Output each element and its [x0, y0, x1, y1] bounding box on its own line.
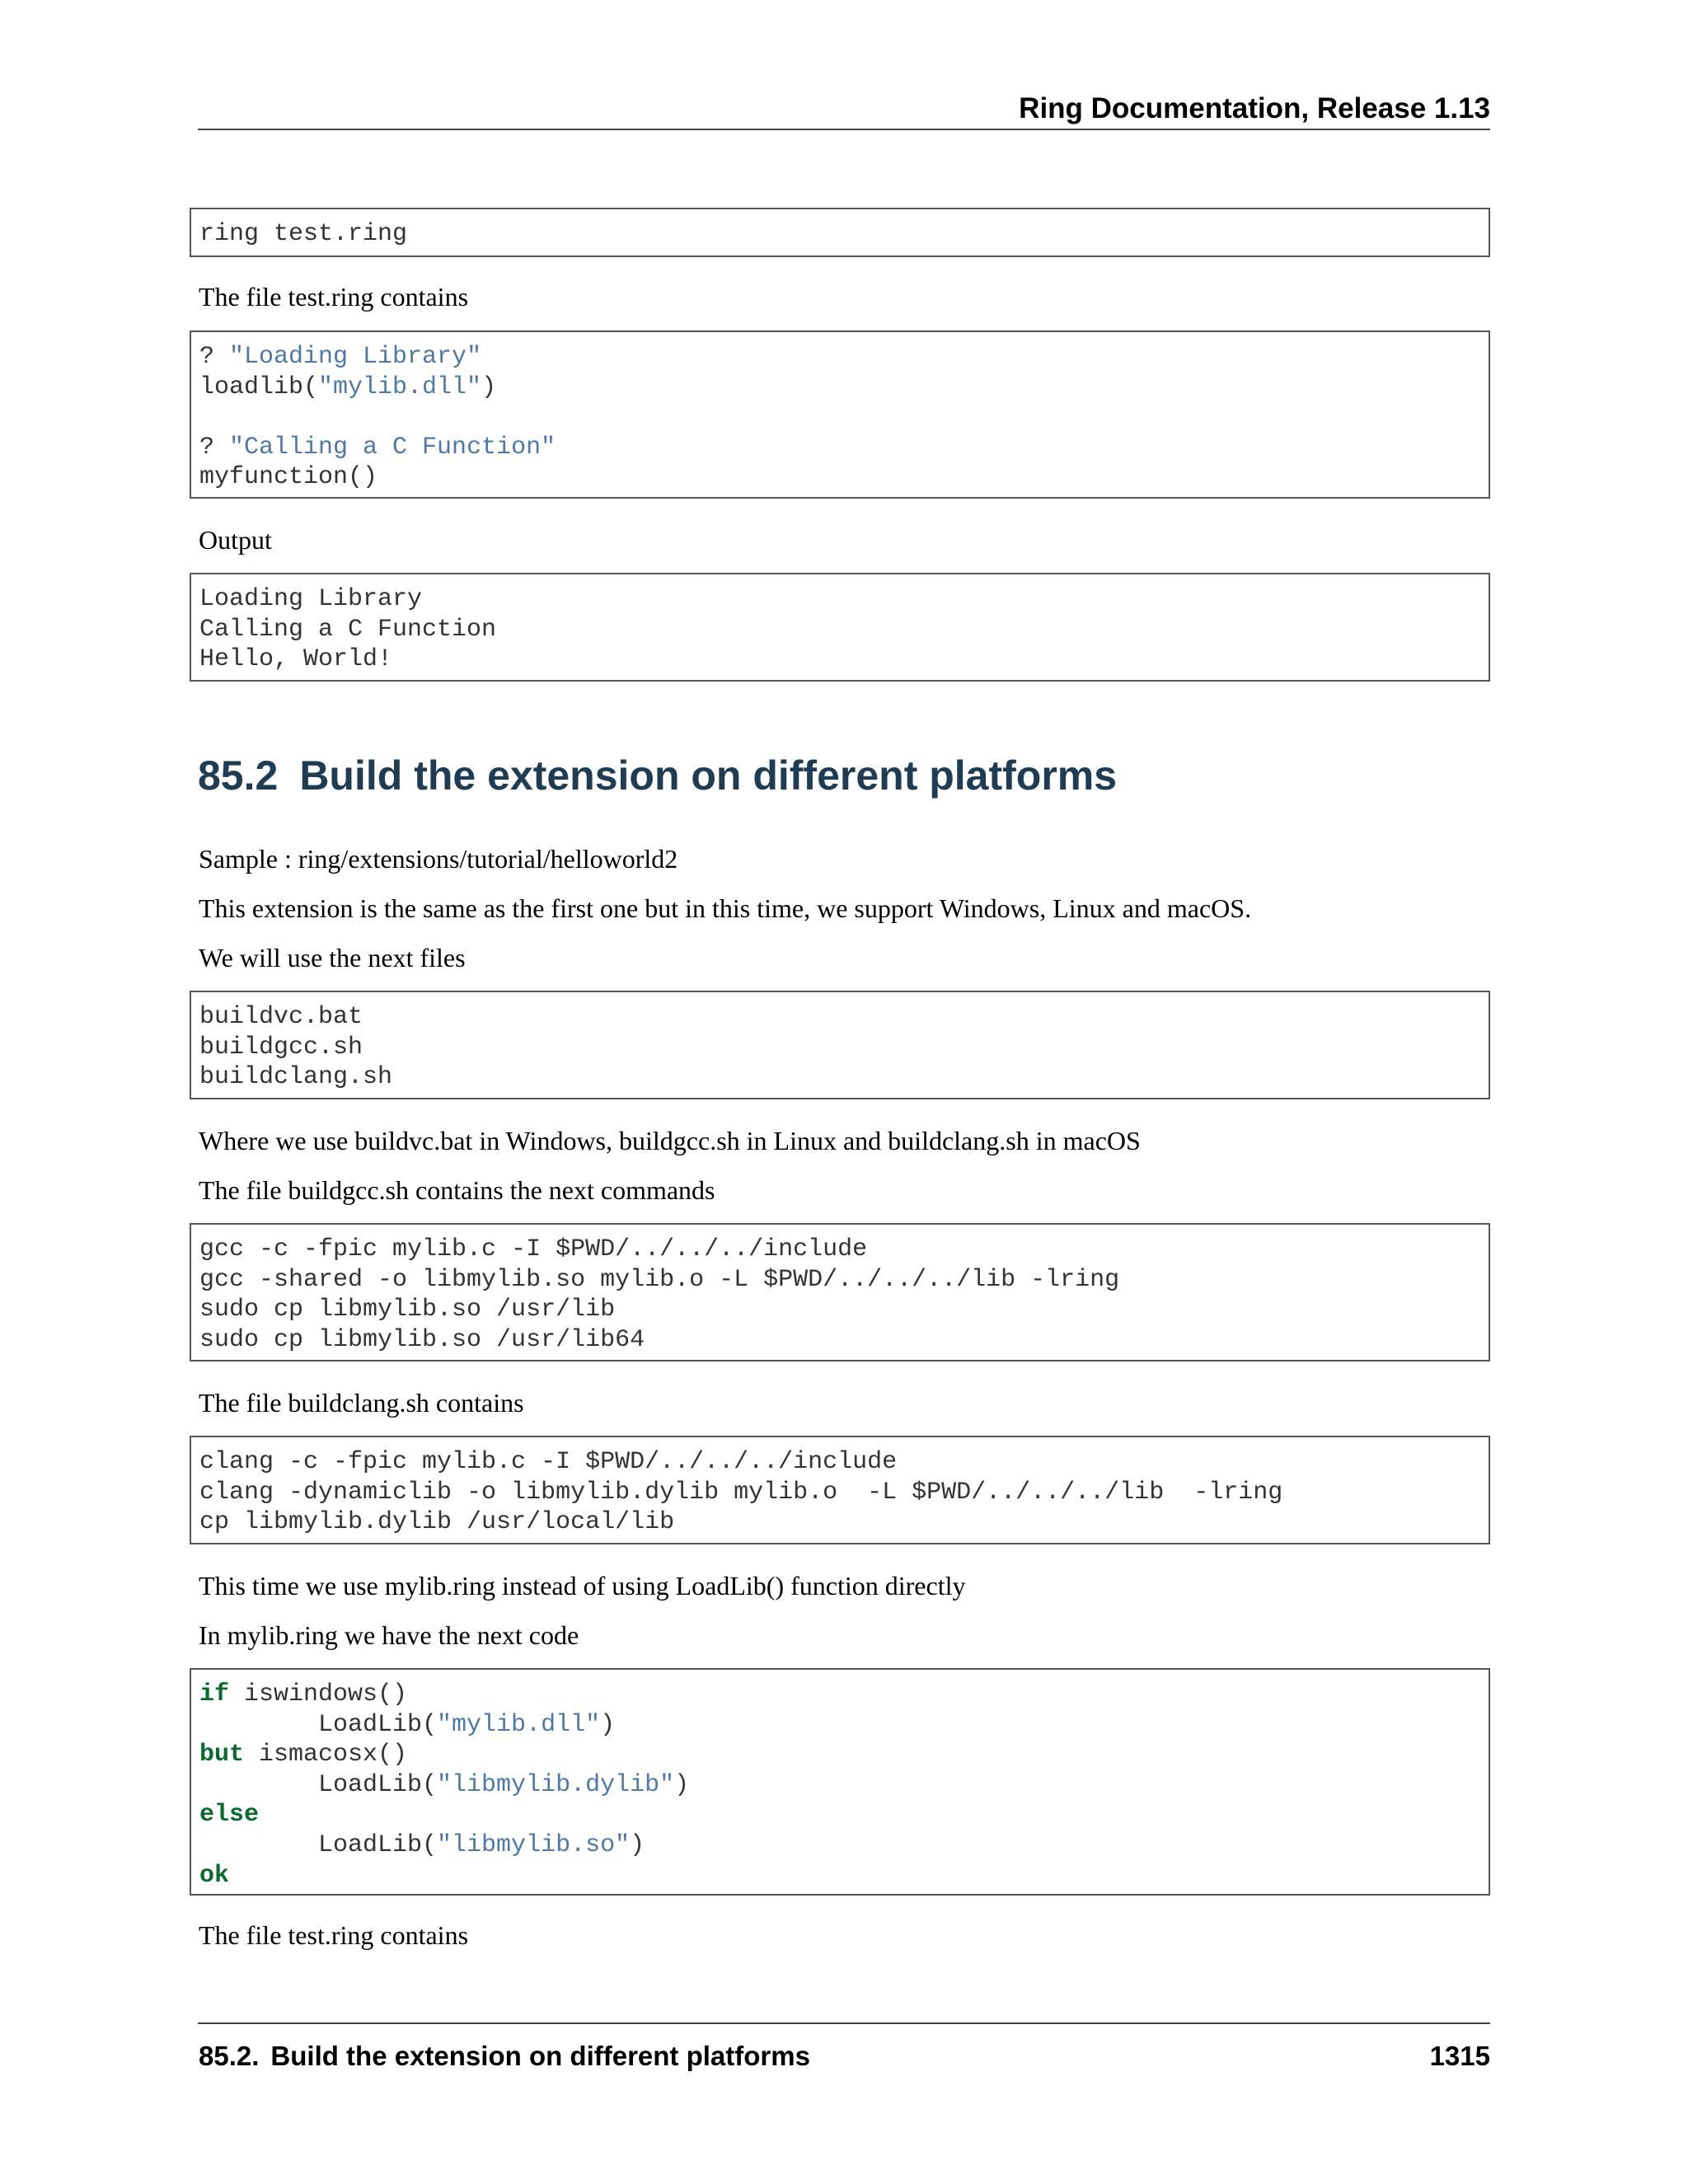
code-line: buildgcc.sh	[199, 1033, 363, 1062]
page-number: 1315	[1429, 2041, 1490, 2071]
code-line: LoadLib("mylib.dll")	[199, 1710, 616, 1739]
section-heading: 85.2 Build the extension on different platforms	[198, 752, 1118, 799]
code-line: myfunction()	[199, 463, 378, 492]
footer-rule	[198, 2022, 1490, 2024]
code-line: ? "Calling a C Function"	[199, 433, 556, 462]
code-line: cp libmylib.dylib /usr/local/lib	[199, 1508, 675, 1537]
paragraph: Sample : ring/extensions/tutorial/helloworld2	[199, 844, 678, 874]
code-line: Hello, World!	[199, 645, 393, 674]
code-block-files	[190, 991, 1490, 1099]
paragraph: The file buildclang.sh contains	[199, 1388, 524, 1418]
code-line: else	[199, 1801, 260, 1830]
code-line: LoadLib("libmylib.dylib")	[199, 1770, 690, 1799]
code-line: clang -dynamiclib -o libmylib.dylib mylib.o -L $PWD/../../../lib -lring	[199, 1478, 1283, 1507]
code-line: loadlib("mylib.dll")	[199, 373, 497, 401]
code-line: ring test.ring	[199, 220, 408, 248]
code-block-test-ring	[190, 330, 1490, 499]
code-line: if iswindows()	[199, 1680, 408, 1708]
code-block-output	[190, 573, 1490, 682]
code-block-buildgcc	[190, 1223, 1490, 1361]
paragraph: The file buildgcc.sh contains the next commands	[199, 1175, 715, 1205]
code-block-mylib-ring	[190, 1668, 1490, 1896]
code-line: buildclang.sh	[199, 1063, 393, 1092]
code-block-run-command	[190, 208, 1490, 257]
code-line: clang -c -fpic mylib.c -I $PWD/../../../include	[199, 1448, 898, 1476]
running-header: Ring Documentation, Release 1.13	[1019, 92, 1490, 124]
paragraph: Where we use buildvc.bat in Windows, buildgcc.sh in Linux and buildclang.sh in macOS	[199, 1126, 1141, 1155]
code-line: but ismacosx()	[199, 1741, 408, 1769]
paragraph: This time we use mylib.ring instead of using LoadLib() function directly	[199, 1571, 966, 1601]
code-line: gcc -shared -o libmylib.so mylib.o -L $PWD/../../../lib -lring	[199, 1265, 1120, 1294]
header-rule	[198, 129, 1490, 130]
code-line: Loading Library	[199, 585, 423, 613]
paragraph: The file test.ring contains	[199, 1920, 469, 1950]
paragraph: We will use the next files	[199, 943, 466, 972]
code-line: buildvc.bat	[199, 1003, 363, 1031]
paragraph: In mylib.ring we have the next code	[199, 1620, 579, 1650]
footer-section-title: 85.2. Build the extension on different platforms	[199, 2041, 810, 2071]
code-line: Calling a C Function	[199, 615, 497, 644]
code-line: LoadLib("libmylib.so")	[199, 1830, 645, 1859]
code-line: ? "Loading Library"	[199, 343, 482, 371]
paragraph: The file test.ring contains	[199, 282, 469, 312]
code-line: gcc -c -fpic mylib.c -I $PWD/../../../include	[199, 1235, 868, 1263]
code-line: sudo cp libmylib.so /usr/lib64	[199, 1325, 645, 1354]
code-line: sudo cp libmylib.so /usr/lib	[199, 1296, 616, 1324]
paragraph: Output	[199, 525, 272, 555]
code-block-buildclang	[190, 1436, 1490, 1544]
paragraph: This extension is the same as the first one but in this time, we support Windows, Linux and macOS.	[199, 893, 1252, 923]
code-line: ok	[199, 1861, 230, 1890]
code-line-blank	[199, 402, 1480, 433]
